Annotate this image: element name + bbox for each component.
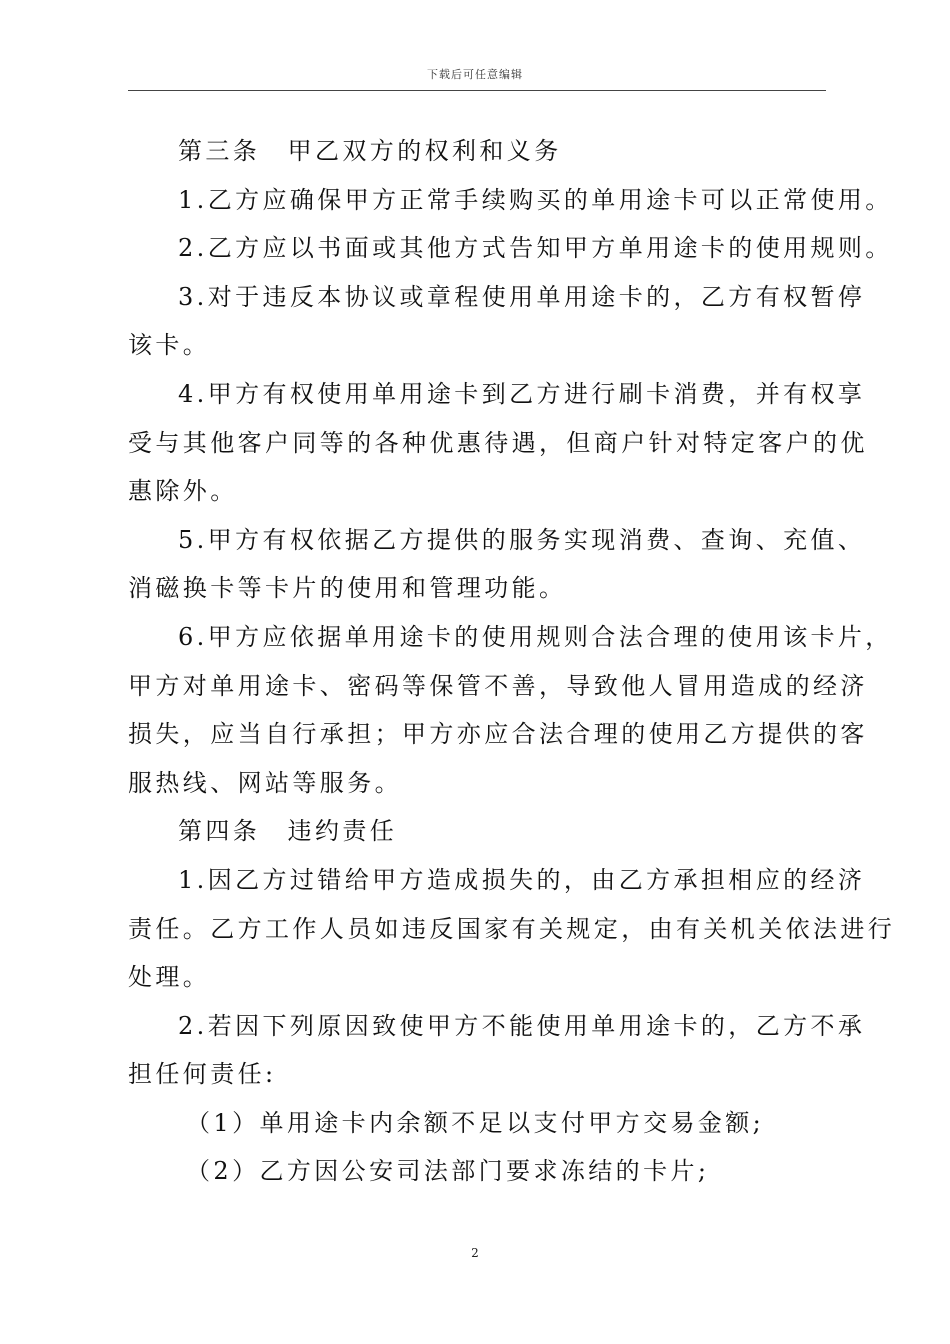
article3-clause1: 1.乙方应确保甲方正常手续购买的单用途卡可以正常使用。 — [178, 185, 893, 214]
article4-clause1-line1: 1.因乙方过错给甲方造成损失的，由乙方承担相应的经济 — [178, 865, 866, 894]
page-number: 2 — [471, 1246, 479, 1260]
article3-clause4-line1: 4.甲方有权使用单用途卡到乙方进行刷卡消费，并有权享 — [178, 379, 866, 408]
article4-clause2-line2: 担任何责任: — [128, 1060, 277, 1089]
article3-clause3-line1: 3.对于违反本协议或章程使用单用途卡的，乙方有权暂停 — [178, 282, 866, 311]
article3-clause4-line3: 惠除外。 — [128, 477, 238, 506]
article4-clause1-line3: 处理。 — [128, 963, 211, 992]
article3-clause3-line2: 该卡。 — [128, 331, 211, 360]
article3-clause6-line1: 6.甲方应依据单用途卡的使用规则合法合理的使用该卡片， — [178, 622, 893, 651]
article3-clause5-line2: 消磁换卡等卡片的使用和管理功能。 — [128, 574, 567, 603]
article4-item1: （1）单用途卡内余额不足以支付甲方交易金额; — [186, 1108, 765, 1137]
article4-clause1-line2: 责任。乙方工作人员如违反国家有关规定，由有关机关依法进行 — [128, 914, 896, 943]
article3-clause6-line3: 损失，应当自行承担；甲方亦应合法合理的使用乙方提供的客 — [128, 720, 868, 749]
article4-item2: （2）乙方因公安司法部门要求冻结的卡片; — [186, 1157, 710, 1186]
header-note: 下载后可任意编辑 — [427, 68, 523, 81]
document-body — [128, 127, 896, 1196]
article3-clause2: 2.乙方应以书面或其他方式告知甲方单用途卡的使用规则。 — [178, 234, 893, 263]
article3-clause6-line4: 服热线、网站等服务。 — [128, 768, 402, 797]
article3-clause4-line2: 受与其他客户同等的各种优惠待遇，但商户针对特定客户的优 — [128, 428, 868, 457]
article4-clause2-line1: 2.若因下列原因致使甲方不能使用单用途卡的，乙方不承 — [178, 1011, 866, 1040]
header-rule — [128, 90, 826, 91]
article4-heading: 第四条 违约责任 — [178, 817, 398, 846]
article3-clause6-line2: 甲方对单用途卡、密码等保管不善，导致他人冒用造成的经济 — [128, 671, 868, 700]
article3-heading: 第三条 甲乙双方的权利和义务 — [178, 137, 562, 165]
article3-clause5-line1: 5.甲方有权依据乙方提供的服务实现消费、查询、充值、 — [178, 525, 866, 554]
